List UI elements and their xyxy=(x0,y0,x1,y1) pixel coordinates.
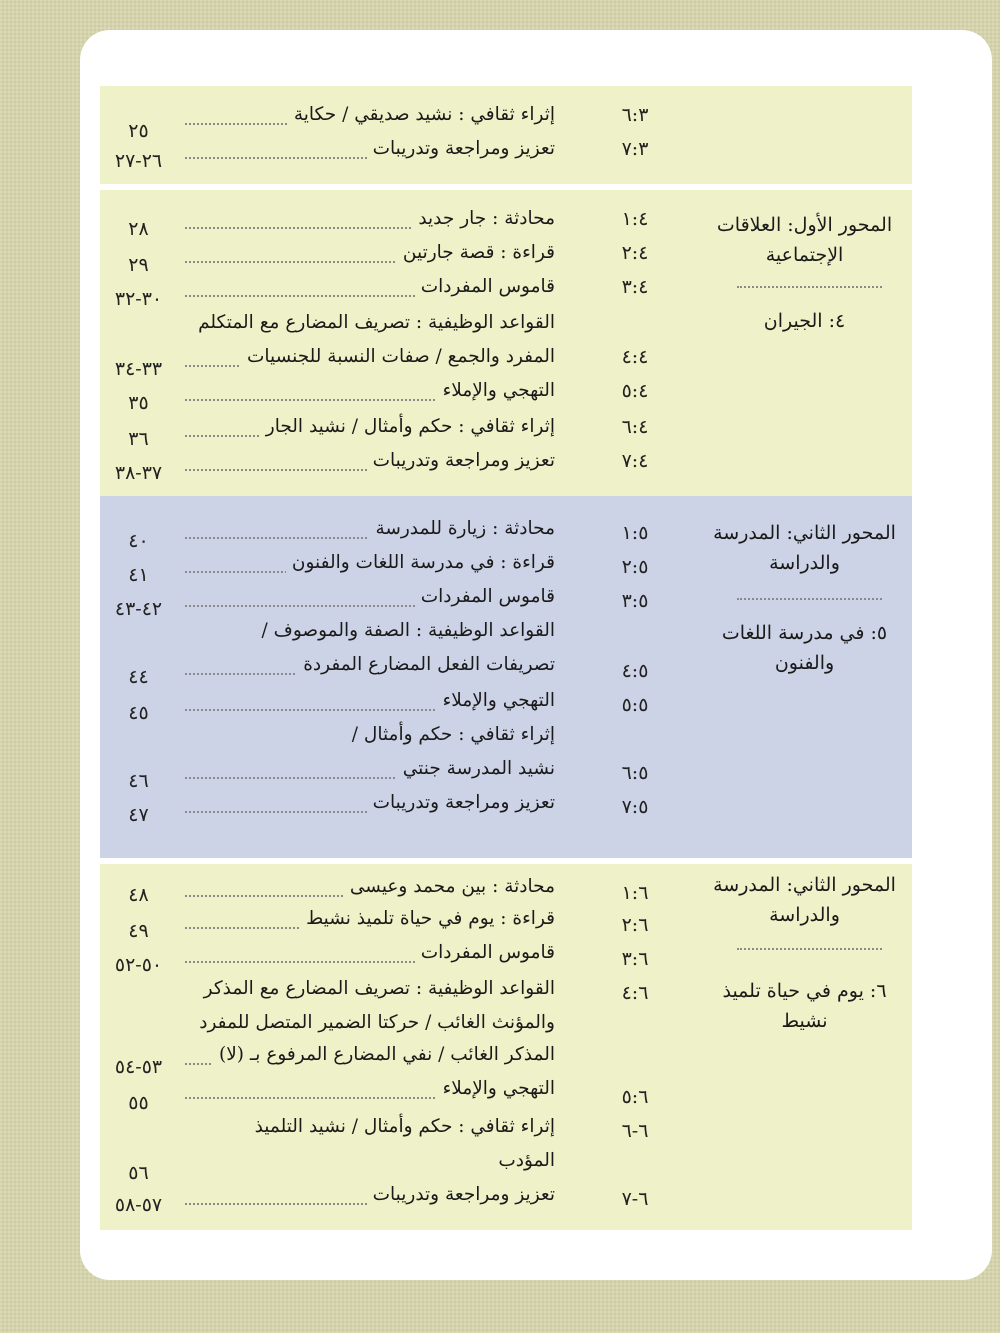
lesson-title: إثراء ثقافي : نشيد صديقي / حكاية xyxy=(185,102,555,128)
lesson-title: تعزيز ومراجعة وتدريبات xyxy=(185,448,555,474)
lesson-number: ٤:٤ xyxy=(621,346,649,368)
lesson-number: ١:٤ xyxy=(621,208,649,230)
pages-column xyxy=(100,496,177,858)
lesson-number: ٥:٤ xyxy=(621,380,649,402)
page-number: ٤٥ xyxy=(128,702,149,724)
lesson-title: تصريفات الفعل المضارع المفردة xyxy=(185,652,555,678)
page-number: ٣٥ xyxy=(128,392,149,414)
toc-block-unit-6 xyxy=(100,864,912,1230)
page-number: ٥٦ xyxy=(128,1162,149,1184)
page-number: ٥٠-٥٢ xyxy=(114,954,163,976)
lesson-number: ٢:٤ xyxy=(621,242,649,264)
pages-column xyxy=(100,190,177,496)
lesson-number: ٢:٦ xyxy=(621,914,649,936)
lessons-column xyxy=(183,864,573,1230)
page-number: ٤٢-٤٣ xyxy=(114,598,163,620)
theme-separator xyxy=(737,598,882,600)
theme-title: المحور الثاني: المدرسة والدراسة xyxy=(713,874,896,926)
lesson-title: قراءة : يوم في حياة تلميذ نشيط xyxy=(185,906,555,932)
unit-title: ٦: يوم في حياة تلميذ نشيط xyxy=(722,980,887,1032)
page-number: ٤١ xyxy=(128,564,149,586)
theme-title: المحور الثاني: المدرسة والدراسة xyxy=(713,522,896,574)
page-number: ٣٣-٣٤ xyxy=(114,358,163,380)
theme-column xyxy=(697,864,912,1230)
page-number: ٥٧-٥٨ xyxy=(114,1194,163,1216)
lesson-title: قاموس المفردات xyxy=(185,274,555,300)
lesson-title: التهجي والإملاء xyxy=(185,1076,555,1102)
lesson-number: ٢:٥ xyxy=(621,556,649,578)
lesson-title: إثراء ثقافي : حكم وأمثال / xyxy=(185,722,555,748)
theme-column xyxy=(697,190,912,496)
lesson-number: ٣:٤ xyxy=(621,276,649,298)
page-number: ٤٧ xyxy=(128,804,149,826)
toc-block-unit-4 xyxy=(100,190,912,496)
unit-title: ٤: الجيران xyxy=(763,310,846,332)
toc-block-unit-5 xyxy=(100,496,912,858)
page-number: ٢٩ xyxy=(128,254,149,276)
lessons-column xyxy=(183,190,573,496)
lesson-number: ٥:٥ xyxy=(621,694,649,716)
lesson-title: والمؤنث الغائب / حركتا الضمير المتصل للمفرد xyxy=(185,1010,555,1036)
unit-title: ٥: في مدرسة اللغات والفنون xyxy=(721,622,888,674)
page-number: ٤٠ xyxy=(128,530,149,552)
page-number: ٤٤ xyxy=(128,666,149,688)
lesson-title: تعزيز ومراجعة وتدريبات xyxy=(185,790,555,816)
page-number: ٤٩ xyxy=(128,920,149,942)
theme-separator xyxy=(737,286,882,288)
page-number: ٥٥ xyxy=(128,1092,149,1114)
theme-title: المحور الأول: العلاقات الإجتماعية xyxy=(716,214,893,266)
page-number: ٥٣-٥٤ xyxy=(114,1056,163,1078)
lesson-title: تعزيز ومراجعة وتدريبات xyxy=(185,136,555,162)
page-number: ٣٦ xyxy=(128,428,149,450)
lessons-column xyxy=(183,496,573,858)
lesson-title: تعزيز ومراجعة وتدريبات xyxy=(185,1182,555,1208)
lesson-number: ٣:٥ xyxy=(621,590,649,612)
page-number: ٤٦ xyxy=(128,770,149,792)
page-number: ٢٦-٢٧ xyxy=(114,150,163,172)
lesson-number: ٦:٤ xyxy=(621,416,649,438)
lesson-title: التهجي والإملاء xyxy=(185,688,555,714)
lesson-number: ١:٥ xyxy=(621,522,649,544)
toc-block-unit-3-end xyxy=(100,86,912,184)
lesson-title: إثراء ثقافي : حكم وأمثال / نشيد التلميذ xyxy=(185,1114,555,1140)
page-number: ٣٧-٣٨ xyxy=(114,462,163,484)
lesson-numbers-column xyxy=(579,496,691,858)
lesson-number: ٦-٧ xyxy=(621,1188,649,1210)
lesson-numbers-column xyxy=(579,864,691,1230)
lesson-title: قاموس المفردات xyxy=(185,940,555,966)
lesson-title: محادثة : جار جديد xyxy=(185,206,555,232)
lesson-title: قاموس المفردات xyxy=(185,584,555,610)
lesson-number: ٧:٤ xyxy=(621,450,649,472)
lesson-number: ٤:٦ xyxy=(621,982,649,1004)
lesson-number: ١:٦ xyxy=(621,882,649,904)
lesson-number: ٦-٦ xyxy=(621,1120,649,1142)
page-number: ٢٥ xyxy=(128,120,149,142)
pages-column xyxy=(100,86,177,184)
page-number: ٤٨ xyxy=(128,884,149,906)
theme-column xyxy=(697,496,912,858)
lesson-title: نشيد المدرسة جنتي xyxy=(185,756,555,782)
lesson-number: ٤:٥ xyxy=(621,660,649,682)
theme-column xyxy=(697,86,912,184)
pages-column xyxy=(100,864,177,1230)
lesson-title: التهجي والإملاء xyxy=(185,378,555,404)
lesson-title: محادثة : زيارة للمدرسة xyxy=(185,516,555,542)
lesson-numbers-column xyxy=(579,86,691,184)
page-number: ٢٨ xyxy=(128,218,149,240)
lesson-number: ٧:٣ xyxy=(621,138,649,160)
lesson-title: القواعد الوظيفية : تصريف المضارع مع المذكر xyxy=(185,976,555,1002)
lesson-title: المفرد والجمع / صفات النسبة للجنسيات xyxy=(185,344,555,370)
lesson-number: ٧:٥ xyxy=(621,796,649,818)
lesson-number: ٣:٦ xyxy=(621,948,649,970)
lesson-number: ٦:٥ xyxy=(621,762,649,784)
lesson-title: إثراء ثقافي : حكم وأمثال / نشيد الجار xyxy=(185,414,555,440)
lesson-title: محادثة : بين محمد وعيسى xyxy=(185,874,555,900)
lesson-numbers-column xyxy=(579,190,691,496)
lessons-column xyxy=(183,86,573,184)
lesson-title: المؤدب xyxy=(185,1148,555,1174)
lesson-title: قراءة : قصة جارتين xyxy=(185,240,555,266)
lesson-number: ٥:٦ xyxy=(621,1086,649,1108)
lesson-number: ٦:٣ xyxy=(621,104,649,126)
theme-separator xyxy=(737,948,882,950)
lesson-title: قراءة : في مدرسة اللغات والفنون xyxy=(185,550,555,576)
lesson-title: القواعد الوظيفية : الصفة والموصوف / xyxy=(185,618,555,644)
lesson-title: القواعد الوظيفية : تصريف المضارع مع المتكلم xyxy=(185,310,555,336)
page-number: ٣٠-٣٢ xyxy=(114,288,163,310)
lesson-title: المذكر الغائب / نفي المضارع المرفوع بـ (لا) xyxy=(185,1042,555,1068)
